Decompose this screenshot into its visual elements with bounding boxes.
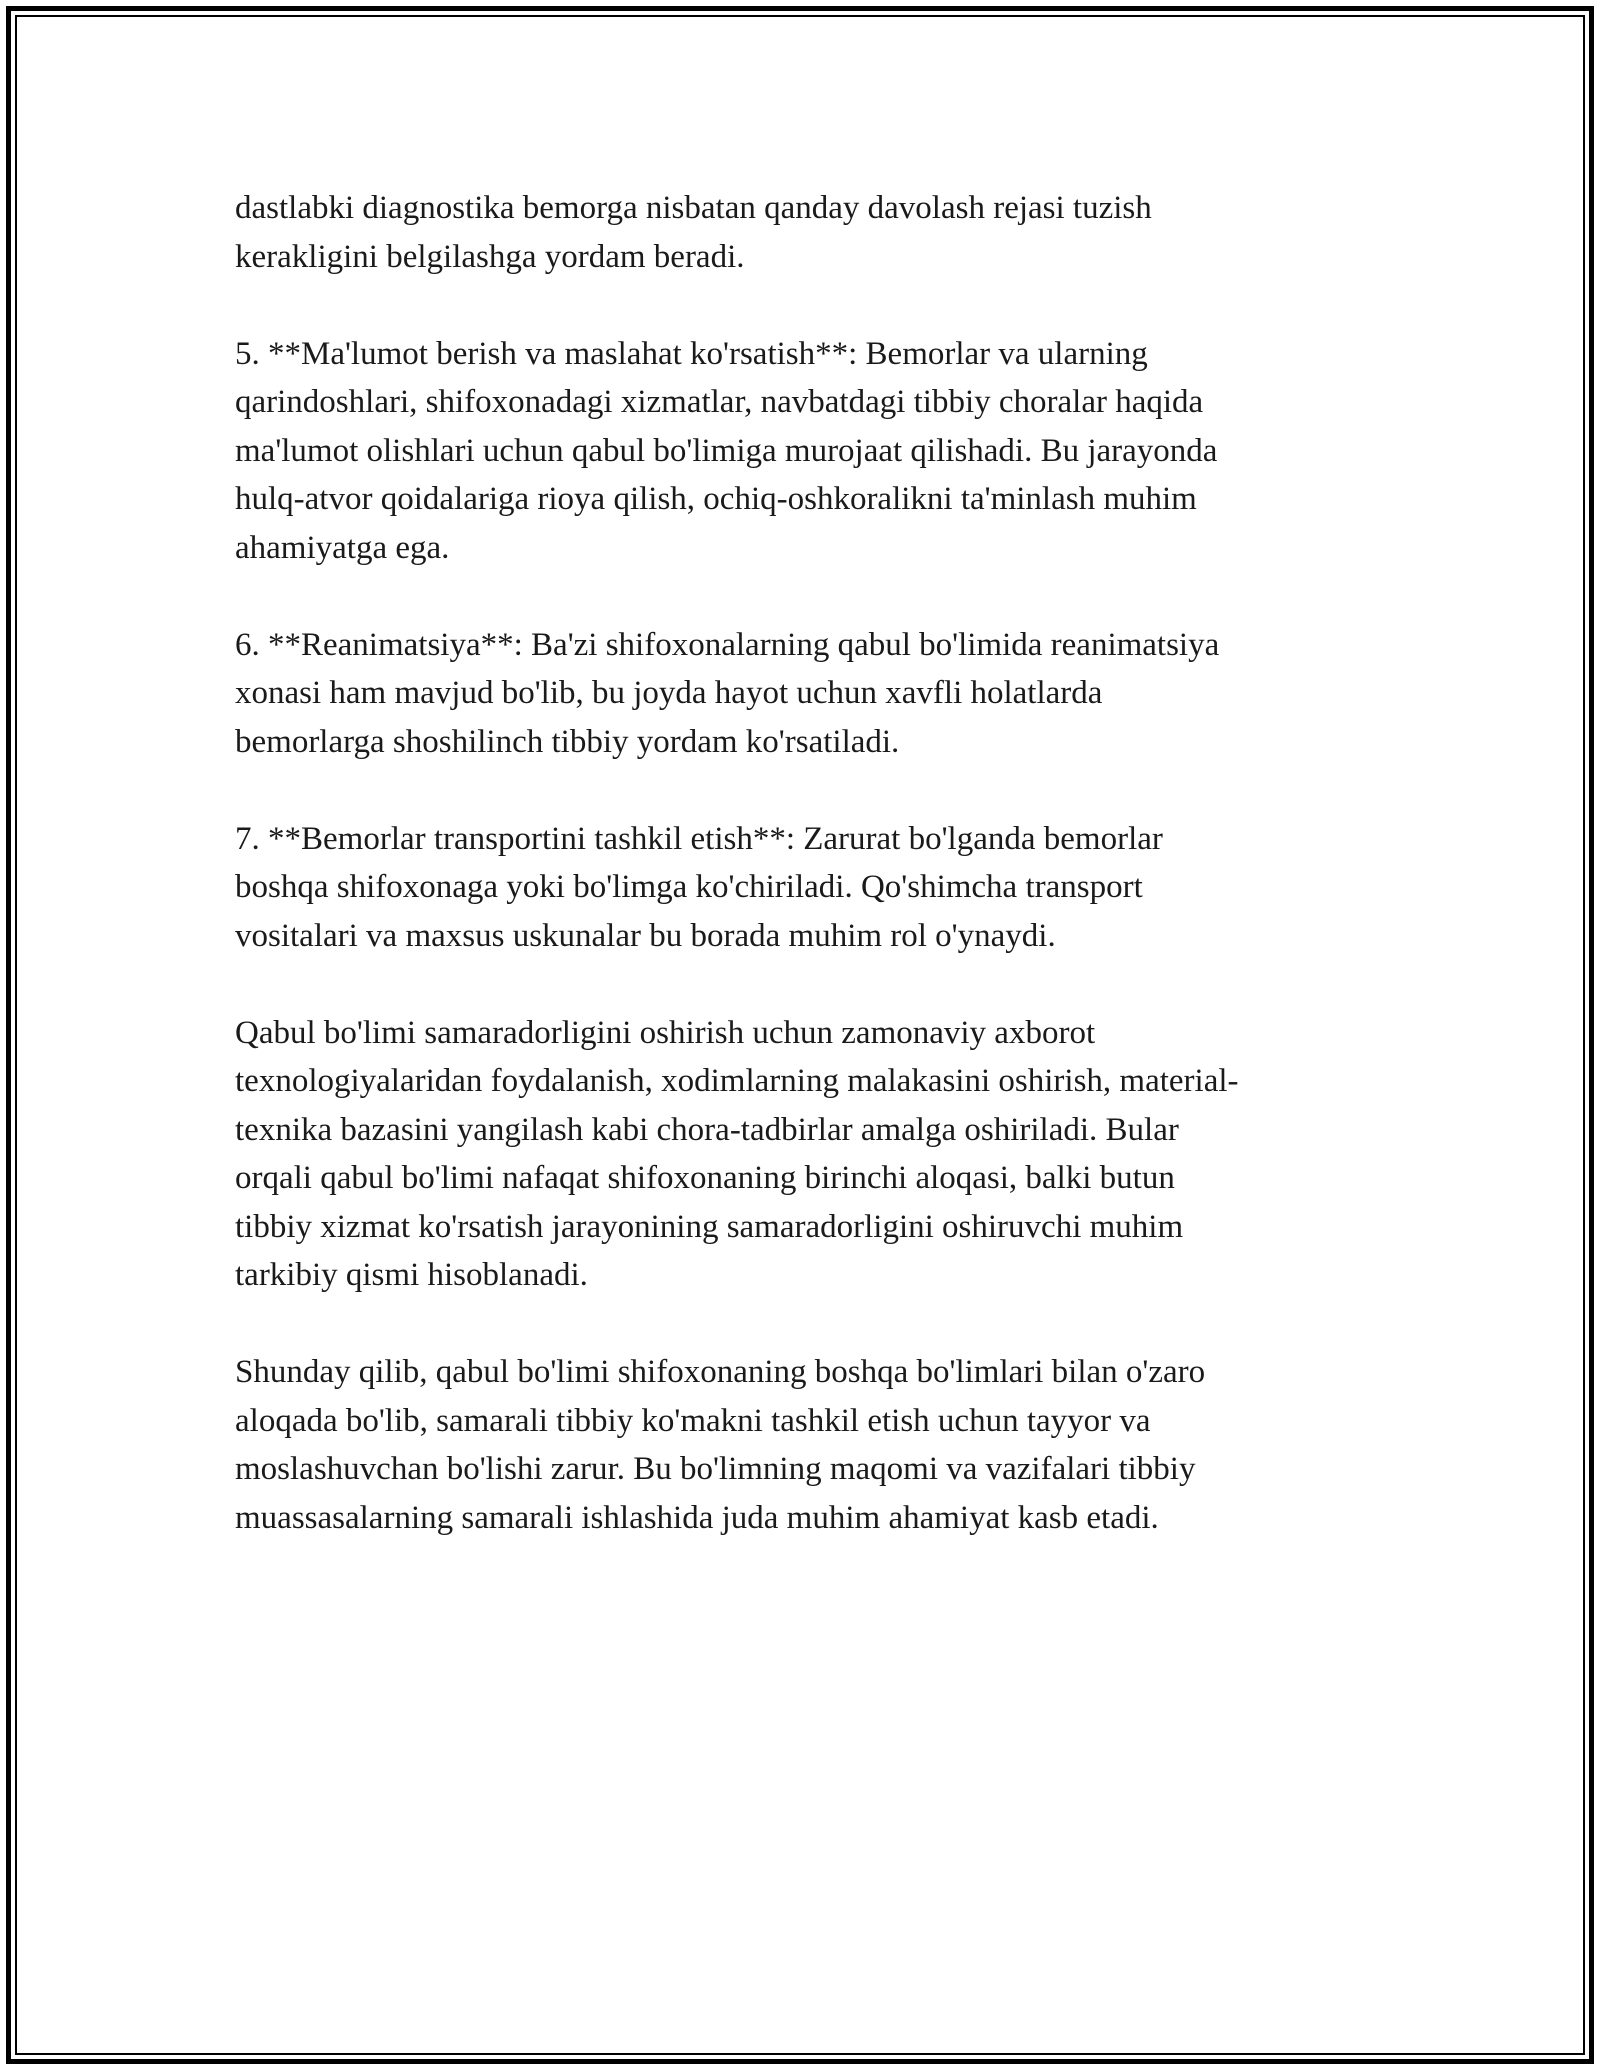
paragraph-conclusion: Shunday qilib, qabul bo'limi shifoxonaning boshqa bo'limlari bilan o'zaro aloqada bo'lib, samarali tibbiy ko'makni tashkil etish uchun tayyor va moslashuvchan bo'lishi zarur. Bu bo'limning maqomi va vazifalari tibbiy muassasalarning samarali ishlashida juda muhim ahamiyat kasb etadi.	[235, 1354, 1206, 1536]
paragraph-diagnostics-continuation: dastlabki diagnostika bemorga nisbatan qanday davolash rejasi tuzish kerakligini belgilashga yordam beradi.	[235, 190, 1152, 275]
paragraph-item-5-information: 5. **Ma'lumot berish va maslahat ko'rsatish**: Bemorlar va ularning qarindoshlari, shifoxonadagi xizmatlar, navbatdagi tibbiy choralar haqida ma'lumot olishlari uchun qabul bo'limiga murojaat qilishadi. Bu jarayonda hulq-atvor qoidalariga rioya qilish, ochiq-oshkoralikni ta'minlash muhim ahamiyatga ega.	[235, 335, 1218, 566]
paragraph-item-6-resuscitation: 6. **Reanimatsiya**: Ba'zi shifoxonalarning qabul bo'limida reanimatsiya xonasi ham mavjud bo'lib, bu joyda hayot uchun xavfli holatlarda bemorlarga shoshilinch tibbiy yordam ko'rsatiladi.	[235, 626, 1220, 760]
paragraph-efficiency: Qabul bo'limi samaradorligini oshirish uchun zamonaviy axborot texnologiyalaridan foydalanish, xodimlarning malakasini oshirish, material- texnika bazasini yangilash kabi chora-tadbirlar amalga oshiriladi. Bular orqali qabul bo'limi nafaqat shifoxonaning birinchi aloqasi, balki butun tibbiy xizmat ko'rsatish jarayonining samaradorligini oshiruvchi muhim tarkibiy qismi hisoblanadi.	[235, 1014, 1239, 1293]
document-body	[235, 184, 1365, 1591]
paragraph-item-7-transport: 7. **Bemorlar transportini tashkil etish**: Zarurat bo'lganda bemorlar boshqa shifoxonaga yoki bo'limga ko'chiriladi. Qo'shimcha transport vositalari va maxsus uskunalar bu borada muhim rol o'ynaydi.	[235, 820, 1163, 954]
